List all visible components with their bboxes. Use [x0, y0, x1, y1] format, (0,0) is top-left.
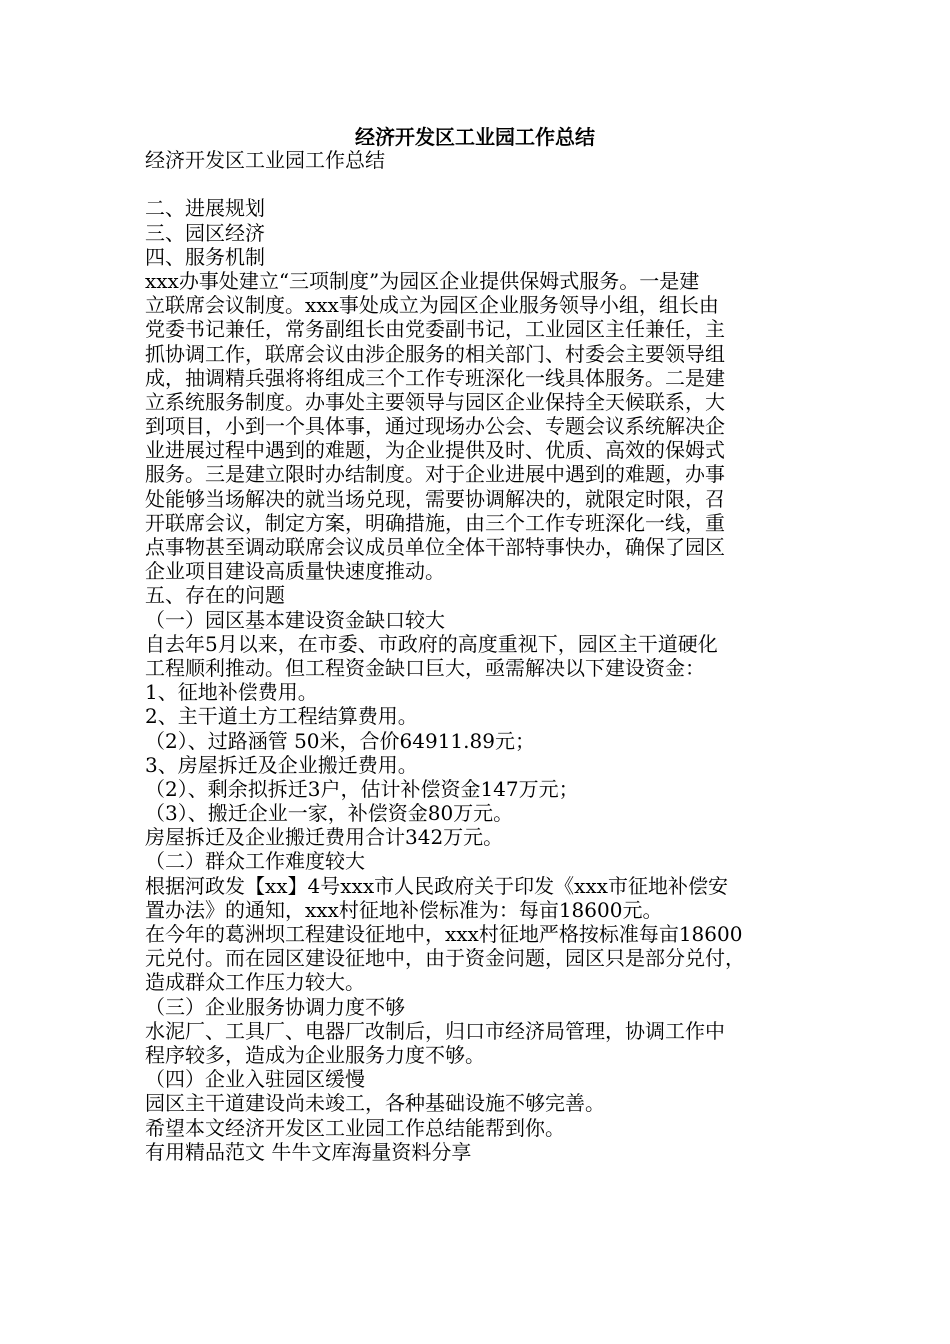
text-line: 元兑付。而在园区建设征地中，由于资金问题，园区只是部分兑付，: [145, 946, 745, 971]
text-line: 在今年的葛洲坝工程建设征地中，xxx村征地严格按标准每亩18600: [145, 922, 743, 946]
text-line: （二）群众工作难度较大: [145, 849, 365, 874]
text-line: 开联席会议，制定方案，明确措施，由三个工作专班深化一线，重: [145, 510, 725, 535]
text-line: 根据河政发【xx】4号xxx市人民政府关于印发《xxx市征地补偿安: [145, 873, 728, 898]
document-title: 经济开发区工业园工作总结: [355, 125, 595, 149]
document-body: [145, 148, 810, 1164]
text-line: 点事物甚至调动联席会议成员单位全体干部特事快办，确保了园区: [145, 535, 725, 559]
text-line: （四）企业入驻园区缓慢: [145, 1067, 365, 1092]
text-line: 有用精品范文 牛牛文库海量资料分享: [145, 1139, 472, 1164]
blank-line: [145, 172, 810, 196]
text-line: 到项目，小到一个具体事，通过现场办公会、专题会议系统解决企: [145, 414, 725, 439]
text-line: 希望本文经济开发区工业园工作总结能帮到你。: [145, 1115, 565, 1140]
text-line: （三）企业服务协调力度不够: [145, 994, 405, 1019]
text-line: 造成群众工作压力较大。: [145, 970, 365, 995]
text-line: 园区主干道建设尚未竣工，各种基础设施不够完善。: [145, 1091, 605, 1116]
text-line: 立系统服务制度。办事处主要领导与园区企业保持全天候联系，大: [145, 389, 725, 414]
text-line: 水泥厂、工具厂、电器厂改制后，归口市经济局管理，协调工作中: [145, 1018, 725, 1043]
text-line: 党委书记兼任，常务副组长由党委副书记，工业园区主任兼任，主: [145, 317, 725, 342]
text-line: 房屋拆迁及企业搬迁费用合计342万元。: [145, 825, 504, 850]
text-line: 服务。三是建立限时办结制度。对于企业进展中遇到的难题，办事: [145, 462, 725, 487]
text-line: 成，抽调精兵强将将组成三个工作专班深化一线具体服务。二是建: [145, 365, 725, 390]
text-line: 企业项目建设高质量快速度推动。: [145, 559, 445, 584]
text-line: 自去年5月以来，在市委、市政府的高度重视下，园区主干道硬化: [145, 631, 718, 656]
text-line: （3）、搬迁企业一家，补偿资金80万元。: [145, 801, 514, 826]
text-line: （一）园区基本建设资金缺口较大: [145, 607, 445, 632]
text-line: 置办法》的通知，xxx村征地补偿标准为：每亩18600元。: [145, 897, 663, 922]
text-line: （2）、过路涵管 50米，合价64911.89元；: [145, 728, 535, 753]
text-line: xxx办事处建立“三项制度”为园区企业提供保姆式服务。一是建: [145, 268, 700, 293]
text-line: 2、主干道土方工程结算费用。: [145, 704, 418, 729]
text-line: 1、征地补偿费用。: [145, 680, 318, 705]
text-line: 经济开发区工业园工作总结: [145, 148, 385, 172]
text-line: 立联席会议制度。xxx事处成立为园区企业服务领导小组，组长由: [145, 293, 719, 318]
text-line: 三、园区经济: [145, 220, 265, 245]
text-line: 四、服务机制: [145, 244, 265, 269]
text-line: （2）、剩余拟拆迁3户，估计补偿资金147万元；: [145, 776, 579, 801]
text-line: 五、存在的问题: [145, 583, 285, 608]
text-line: 抓协调工作，联席会议由涉企服务的相关部门、村委会主要领导组: [145, 341, 725, 366]
text-line: 处能够当场解决的就当场兑现，需要协调解决的，就限定时限，召: [145, 486, 725, 511]
text-line: 程序较多，造成为企业服务力度不够。: [145, 1042, 485, 1067]
text-line: 3、房屋拆迁及企业搬迁费用。: [145, 752, 418, 777]
text-line: 工程顺利推动。但工程资金缺口巨大，亟需解决以下建设资金：: [145, 655, 705, 680]
text-line: 二、进展规划: [145, 196, 265, 221]
text-line: 业进展过程中遇到的难题，为企业提供及时、优质、高效的保姆式: [145, 438, 725, 463]
